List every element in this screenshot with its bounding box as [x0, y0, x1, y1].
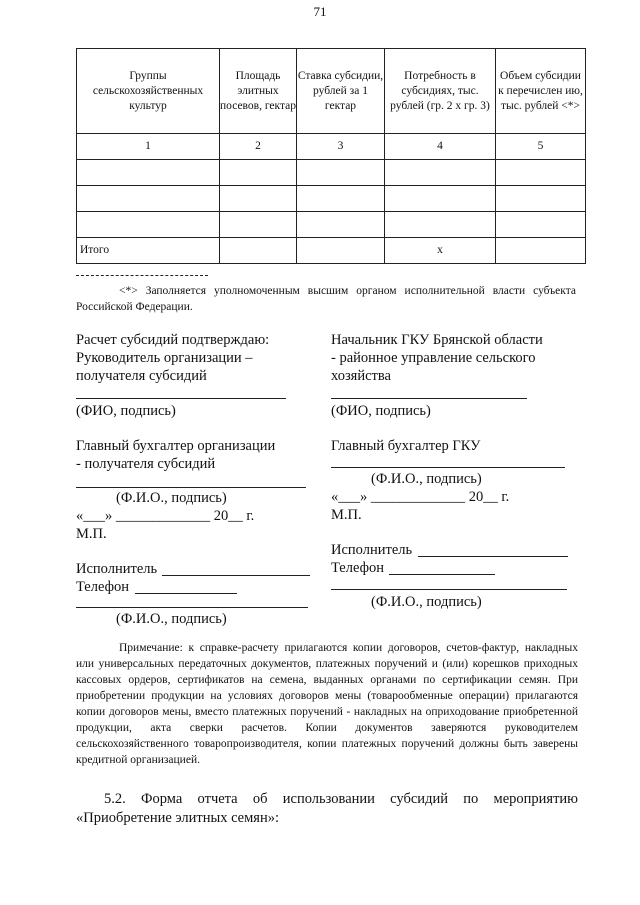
total-need-mark: x [385, 238, 496, 264]
column-number-row [77, 134, 586, 160]
accountant-line-1: Главный бухгалтер организации [76, 438, 276, 454]
gku-accountant: Главный бухгалтер ГКУ [331, 438, 481, 454]
table-cell [496, 186, 586, 212]
signature-line [331, 398, 527, 399]
confirm-line-2: Руководитель организации – [76, 350, 253, 366]
stamp-place: М.П. [331, 507, 362, 523]
confirm-line-1: Расчет субсидий подтверждаю: [76, 332, 270, 348]
signature-line [76, 607, 308, 608]
subsidy-calculation-table [76, 48, 586, 264]
table-cell [220, 212, 297, 238]
table-cell [385, 160, 496, 186]
head-line-1: Начальник ГКУ Брянской области [331, 332, 543, 348]
signature-line [331, 467, 565, 468]
column-number: 1 [77, 134, 220, 160]
table-cell [77, 186, 220, 212]
column-number: 3 [297, 134, 385, 160]
executor-line [418, 556, 568, 557]
table-cell [220, 160, 297, 186]
table-cell [385, 186, 496, 212]
page-number: 71 [313, 4, 327, 19]
signature-line [76, 398, 286, 399]
table-cell [220, 186, 297, 212]
confirm-line-3: получателя субсидий [76, 368, 207, 384]
signature-line [331, 589, 567, 590]
head-line-2: - районное управление сельского [331, 350, 536, 366]
table-cell [297, 212, 385, 238]
header-amount: Объем субсидии к перечислен ию, тыс. рублей <*> [496, 49, 586, 134]
table-cell [77, 160, 220, 186]
table-cell [385, 212, 496, 238]
executor-label: Исполнитель [76, 561, 158, 577]
phone-line [389, 574, 495, 575]
stamp-place: М.П. [76, 526, 107, 542]
table-cell [496, 160, 586, 186]
fio-caption: (Ф.И.О., подпись) [371, 471, 482, 487]
total-label: Итого [77, 238, 220, 264]
column-number: 5 [496, 134, 586, 160]
header-rate: Ставка субсидии, рублей за 1 гектар [297, 49, 385, 134]
executor-label: Исполнитель [331, 542, 413, 558]
header-crop-groups: Группы сельскохозяйственных культур [77, 49, 220, 134]
phone-label: Телефон [331, 560, 384, 576]
note-paragraph: Примечание: к справке-расчету прилагаются копии договоров, счетов-фактур, накладных или универсальных передаточных документов, платежных поручений и (или) корешков приходных кассовых ордеров, сертификатов на семена, выданных органами по сертификации семян. При приобретении продукции на условиях договоров мены (товарообменные операции) прилагаются копии договоров мены, вместо платежных поручений - накладных на оприходование приобретенной продукции, акта сверки расчетов. Копии документов заверяются руководителем сельскохозяйственного товаропроизводителя, копии платежных поручений должны быть заверены кредитной организацией. [76, 642, 578, 766]
signature-line [76, 487, 306, 488]
date-field: «___» _____________ 20__ г. [76, 508, 255, 524]
header-area: Площадь элитных посевов, гектар [220, 49, 297, 134]
table-cell [297, 160, 385, 186]
footnote: <*> Заполняется уполномоченным высшим органом исполнительной власти субъекта Российской Федерации. [76, 285, 576, 313]
total-row [77, 238, 586, 264]
accountant-line-2: - получателя субсидий [76, 456, 216, 472]
fio-caption: (Ф.И.О., подпись) [116, 490, 227, 506]
table-row [77, 160, 586, 186]
fio-caption: (Ф.И.О., подпись) [116, 611, 227, 627]
table-cell [496, 212, 586, 238]
footnote-divider [76, 275, 208, 276]
table-cell [220, 238, 297, 264]
phone-label: Телефон [76, 579, 129, 595]
head-line-3: хозяйства [331, 368, 391, 384]
date-field: «___» _____________ 20__ г. [331, 489, 510, 505]
header-need: Потребность в субсидиях, тыс. рублей (гр. 2 х гр. 3) [385, 49, 496, 134]
fio-caption: (ФИО, подпись) [331, 403, 431, 419]
column-number: 4 [385, 134, 496, 160]
phone-line [135, 593, 237, 594]
table-row [77, 186, 586, 212]
table-row [77, 212, 586, 238]
column-number: 2 [220, 134, 297, 160]
table-header-row [77, 49, 586, 134]
table-cell [297, 186, 385, 212]
section-heading: 5.2. Форма отчета об использовании субсидий по мероприятию «Приобретение элитных семян»: [76, 791, 578, 826]
table-cell [77, 212, 220, 238]
executor-line [162, 575, 310, 576]
fio-caption: (ФИО, подпись) [76, 403, 176, 419]
table-cell [297, 238, 385, 264]
table-cell [496, 238, 586, 264]
fio-caption: (Ф.И.О., подпись) [371, 594, 482, 610]
